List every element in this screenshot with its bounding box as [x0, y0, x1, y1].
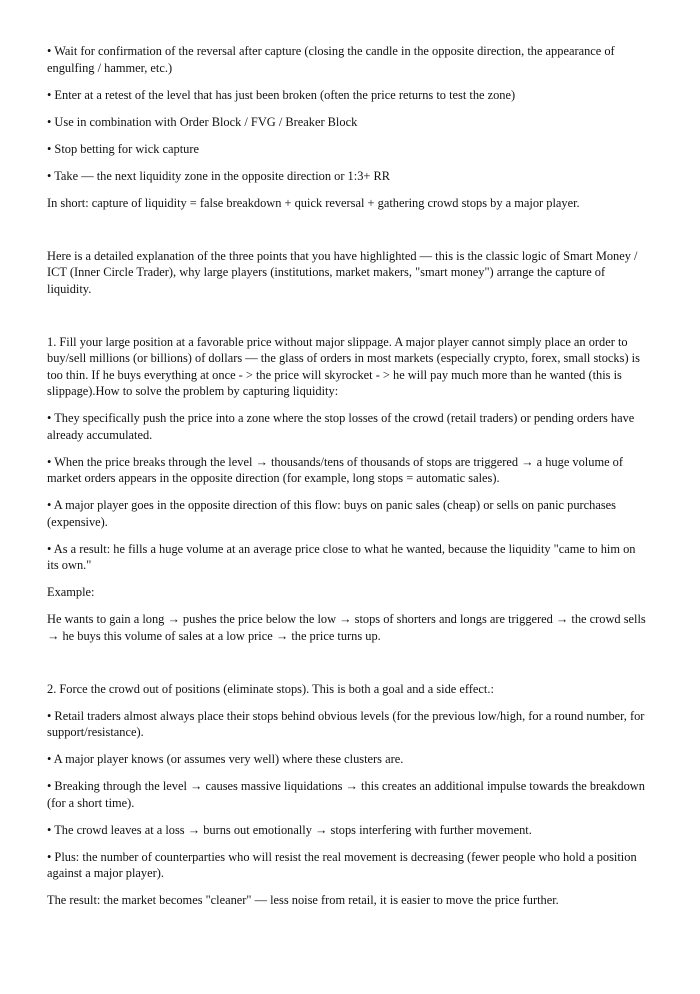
- section2-heading: 2. Force the crowd out of positions (eliminate stops). This is both a goal and a side effect.:: [47, 681, 494, 696]
- section1-bullet: • A major player goes in the opposite direction of this flow: buys on panic sales (cheap) or sells on panic purchases (expensive).: [47, 498, 617, 529]
- bullet-confirmation: • Wait for confirmation of the reversal after capture (closing the candle in the opposite direction, the appearance of engulfing / hammer, etc.): [47, 44, 615, 75]
- section1-bullet: • As a result: he fills a huge volume at an average price close to what he wanted, because the liquidity "came to him on its own.": [47, 541, 636, 572]
- document-page: [47, 43, 649, 919]
- section2-bullet: • The crowd leaves at a loss → burns out emotionally → stops interfering with further movement.: [47, 822, 532, 837]
- intro-paragraph: Here is a detailed explanation of the three points that you have highlighted — this is the classic logic of Smart Money / ICT (Inner Circle Trader), why large players (institutions, market makers, "smart money") arrange the capture of liquidity.: [47, 248, 638, 296]
- section2-bullet: • Retail traders almost always place their stops behind obvious levels (for the previous low/high, for a round number, for support/resistance).: [47, 708, 645, 739]
- section1-bullet: • When the price breaks through the level → thousands/tens of thousands of stops are triggered → a huge volume of market orders appears in the opposite direction (for example, long stops = automatic sales).: [47, 454, 624, 485]
- section2-bullet: • Plus: the number of counterparties who will resist the real movement is decreasing (fewer people who hold a position against a major player).: [47, 849, 637, 880]
- section2-bullet: • Breaking through the level → causes massive liquidations → this creates an additional impulse towards the breakdown (for a short time).: [47, 779, 645, 810]
- section1-heading: 1. Fill your large position at a favorable price without major slippage. A major player cannot simply place an order to buy/sell millions (or billions) of dollars — the glass of orders in most markets (especially crypto, forex, small stocks) is too thin. If he buys everything at once - > the price will skyrocket - > he will pay much more than he wanted (this is slippage).How to solve the problem by capturing liquidity:: [47, 334, 640, 398]
- example-paragraph: He wants to gain a long → pushes the price below the low → stops of shorters and longs are triggered → the crowd sells → he buys this volume of sales at a low price → the price turns up.: [47, 612, 646, 643]
- bullet-stop: • Stop betting for wick capture: [47, 141, 199, 156]
- result-paragraph: The result: the market becomes "cleaner" — less noise from retail, it is easier to move the price further.: [47, 893, 559, 907]
- example-label: Example:: [47, 585, 95, 599]
- bullet-take: • Take — the next liquidity zone in the opposite direction or 1:3+ RR: [47, 168, 390, 183]
- paragraph-spacer: [47, 655, 649, 681]
- section2-bullet: • A major player knows (or assumes very well) where these clusters are.: [47, 752, 404, 766]
- bullet-combination: • Use in combination with Order Block / FVG / Breaker Block: [47, 114, 358, 129]
- section1-bullet: • They specifically push the price into a zone where the stop losses of the crowd (retail traders) or pending orders have already accumulated.: [47, 411, 635, 442]
- summary-paragraph: In short: capture of liquidity = false breakdown + quick reversal + gathering crowd stops by a major player.: [47, 195, 580, 210]
- bullet-retest-entry: • Enter at a retest of the level that has just been broken (often the price returns to test the zone): [47, 87, 516, 102]
- paragraph-spacer: [47, 308, 649, 334]
- paragraph-spacer: [47, 222, 649, 248]
